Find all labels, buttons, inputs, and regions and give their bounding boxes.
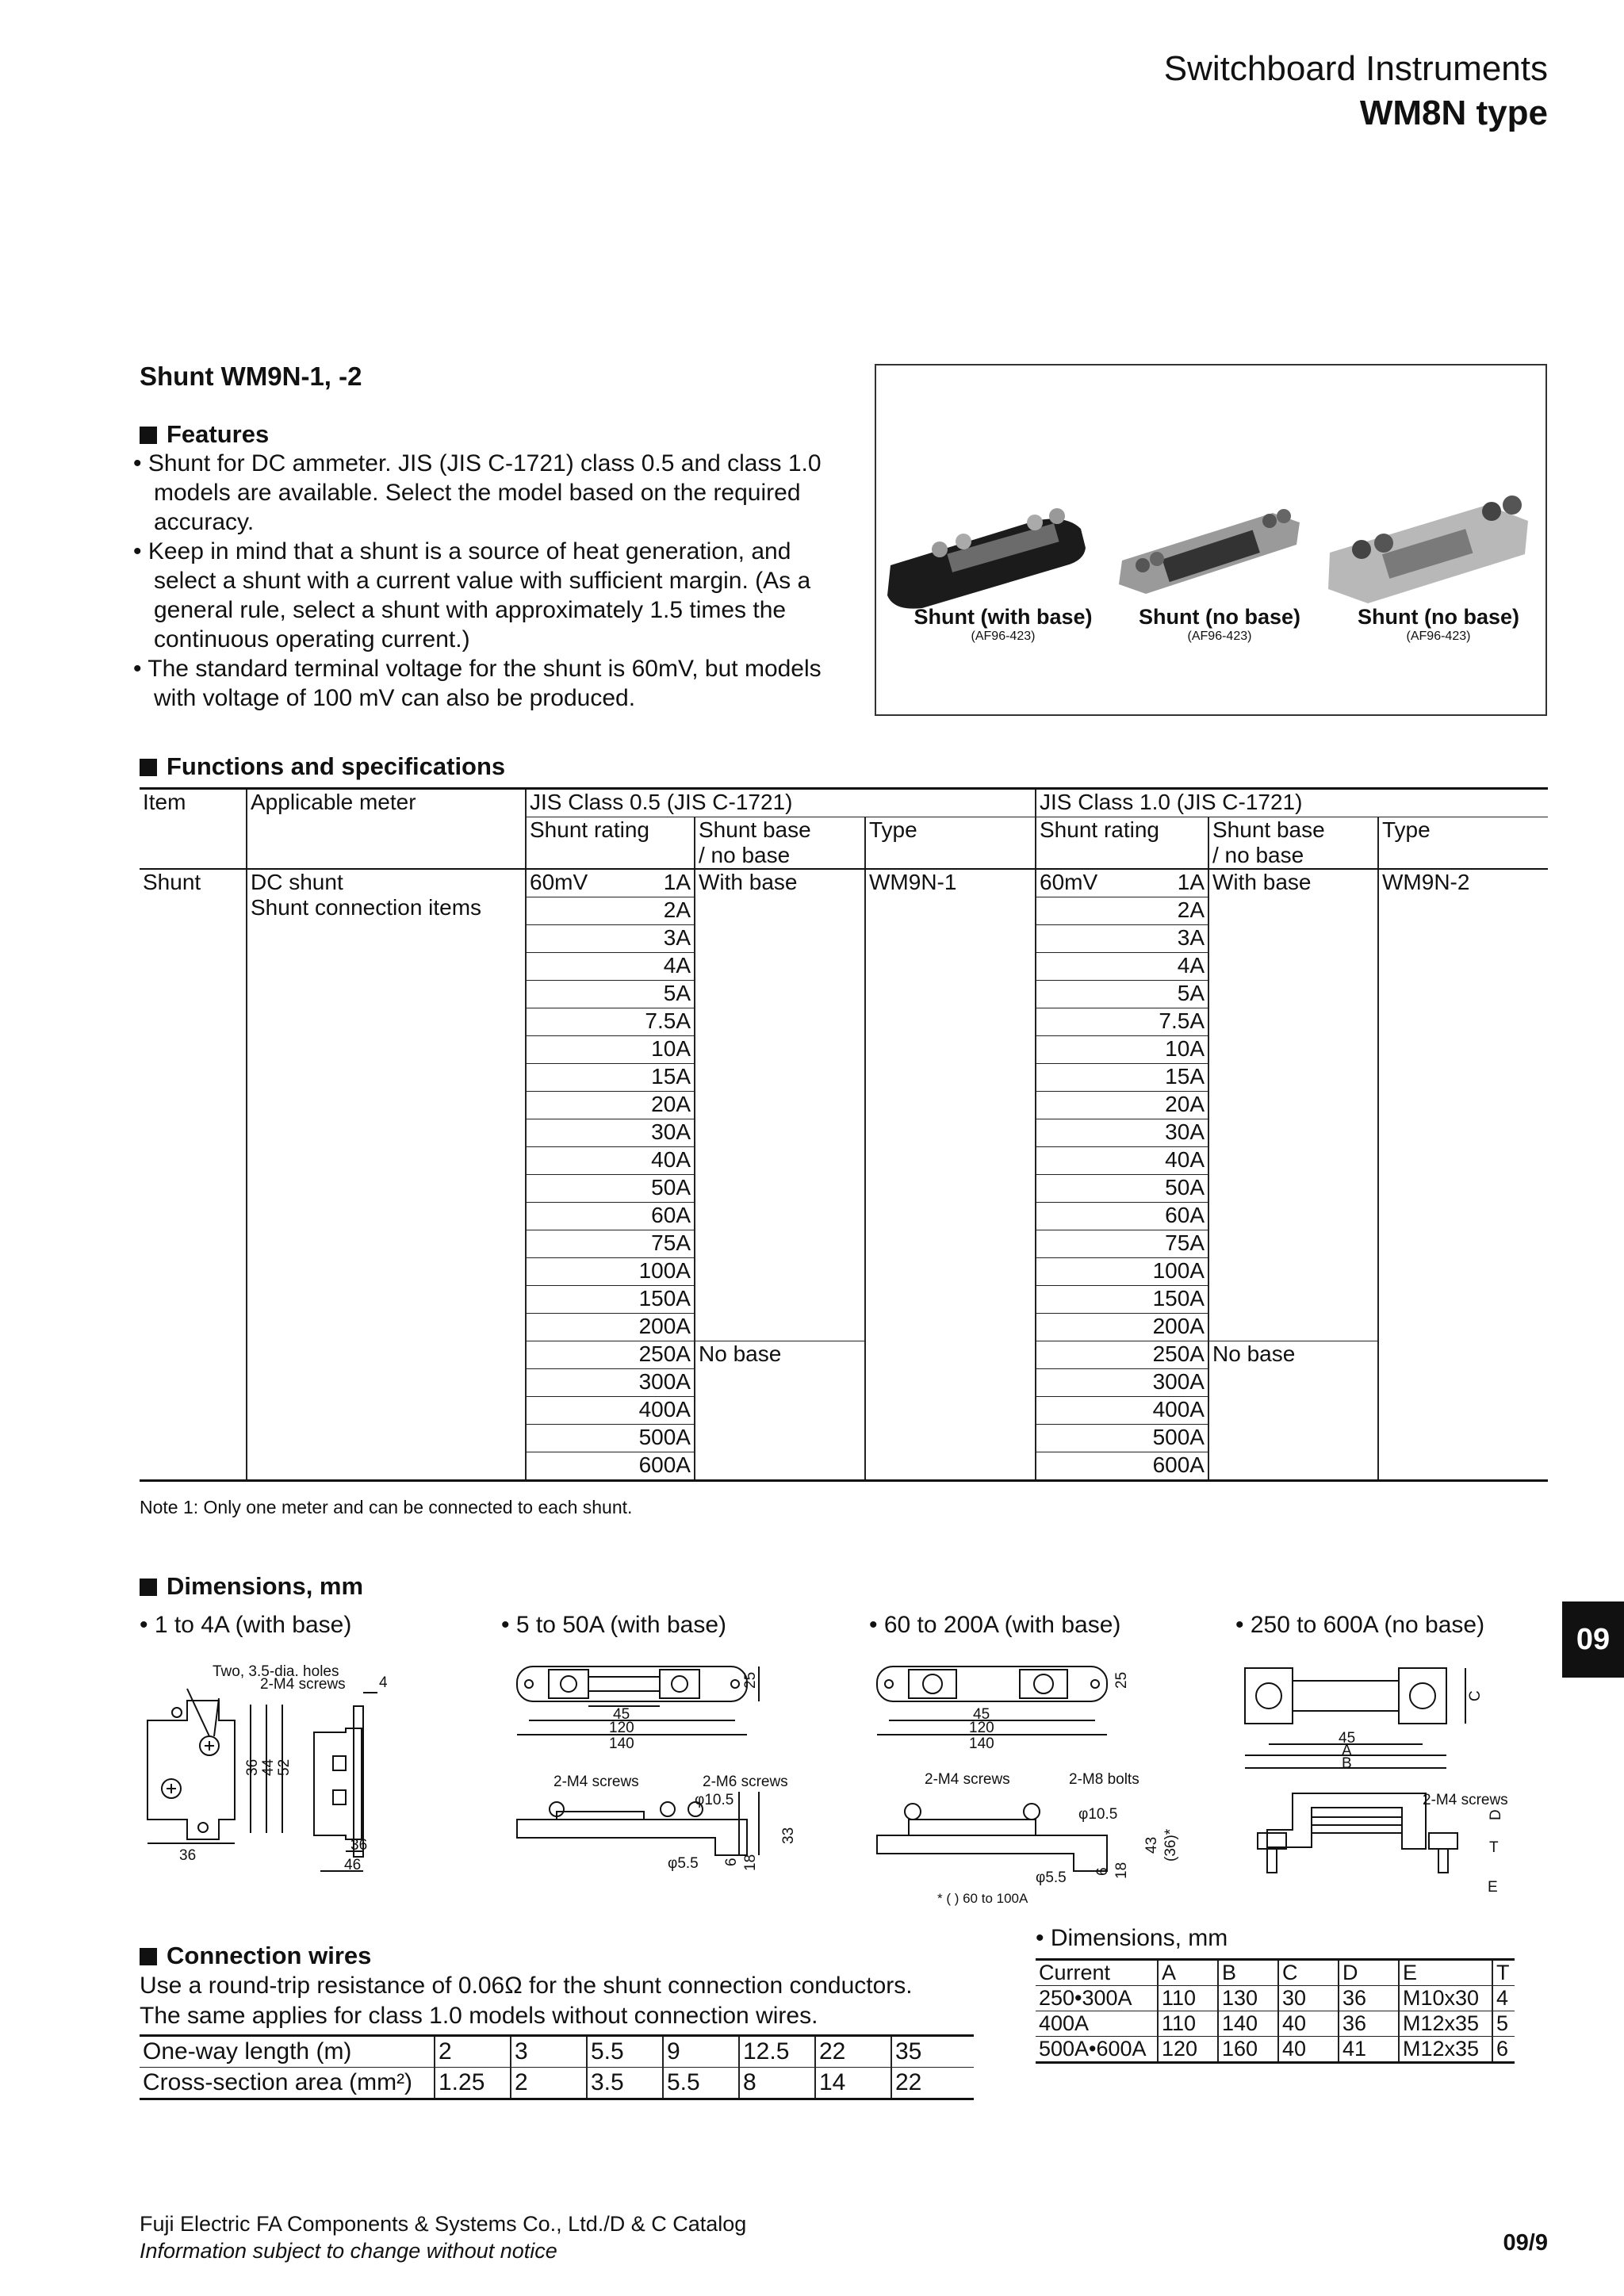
dim-label: 140 xyxy=(969,1735,994,1752)
rating-value: 1A xyxy=(1177,870,1205,894)
dim-label: 120 xyxy=(969,1720,994,1736)
feature-item: • Keep in mind that a shunt is a source of heat generation, and select a shunt with a current value with sufficient margin. (As a general rule, select a shunt with approximately 1.5 times the continuous operating current.) xyxy=(133,537,831,654)
dim-table-cell: C xyxy=(1278,1960,1339,1986)
dim-table-cell: 400A xyxy=(1036,2011,1158,2037)
dim-table-cell: 120 xyxy=(1158,2037,1218,2063)
photo-caption-3 xyxy=(1335,605,1542,644)
dim-label: 18 xyxy=(1113,1862,1130,1879)
shunt-no-base-photo-1 xyxy=(1119,509,1300,594)
spec-note: Note 1: Only one meter and can be connected to each shunt. xyxy=(140,1497,633,1517)
dim-label: T xyxy=(1489,1839,1499,1856)
rating-value: 400A xyxy=(638,1397,691,1422)
spec-table xyxy=(140,787,1548,1482)
rating-value: 15A xyxy=(1165,1064,1205,1089)
dimension-table xyxy=(1036,1958,1515,2064)
rating-cell xyxy=(1036,1203,1208,1230)
dim-label: 45 xyxy=(1339,1730,1356,1747)
dim-table-cell: Current xyxy=(1036,1960,1158,1986)
rating-cell xyxy=(1036,1092,1208,1119)
connection-line: Use a round-trip resistance of 0.06Ω for the shunt connection conductors. xyxy=(140,1973,913,1999)
shunt-with-base-photo xyxy=(887,508,1086,609)
dim-sub-3: • 60 to 200A (with base) xyxy=(869,1612,1121,1638)
connection-cell: 5.5 xyxy=(663,2068,739,2099)
dim-sub-4: • 250 to 600A (no base) xyxy=(1235,1612,1485,1638)
dimension-drawing-60to200a xyxy=(869,1657,1210,1911)
dim-label: 6 xyxy=(723,1858,740,1866)
dim-label: 36 xyxy=(350,1837,368,1854)
header-base xyxy=(695,817,865,870)
header-rating: Shunt rating xyxy=(526,817,695,870)
rating-value: 300A xyxy=(1152,1369,1205,1394)
photo-caption-1 xyxy=(900,605,1106,644)
dim-label: φ5.5 xyxy=(668,1855,699,1872)
rating-value: 30A xyxy=(651,1119,691,1144)
square-bullet-icon xyxy=(140,759,157,776)
dim-table-cell: 36 xyxy=(1339,1986,1399,2011)
header-series: Switchboard Instruments xyxy=(1163,49,1548,88)
rating-cell xyxy=(1036,1119,1208,1147)
base-with: With base xyxy=(1208,869,1378,1341)
dim-label: 2-M6 screws xyxy=(703,1774,788,1790)
dim-table-cell: 30 xyxy=(1278,1986,1339,2011)
dim-table-cell: D xyxy=(1339,1960,1399,1986)
dim-label: * ( ) 60 to 100A xyxy=(937,1891,1028,1906)
shunt-photos-image xyxy=(876,365,1545,714)
dim-label: 25 xyxy=(742,1671,759,1689)
header-type: Type xyxy=(1378,817,1548,870)
dim-label: 45 xyxy=(613,1706,630,1723)
rating-value: 200A xyxy=(638,1314,691,1338)
dim-table-row xyxy=(1036,2037,1515,2063)
voltage-label: 60mV xyxy=(530,870,588,894)
rating-cell xyxy=(526,1452,695,1481)
rating-value: 60A xyxy=(1165,1203,1205,1227)
header-item: Item xyxy=(140,789,247,870)
connection-row-label: Cross-section area (mm²) xyxy=(140,2068,435,2099)
connection-cell: 22 xyxy=(891,2068,974,2099)
header-rating: Shunt rating xyxy=(1036,817,1208,870)
rating-value: 100A xyxy=(1152,1258,1205,1283)
rating-cell xyxy=(526,1175,695,1203)
rating-value: 2A xyxy=(1177,897,1205,922)
dim-table-row xyxy=(1036,1986,1515,2011)
page-number: 09/9 xyxy=(1503,2230,1548,2256)
rating-value: 500A xyxy=(638,1425,691,1449)
dimension-drawing-5to50a xyxy=(501,1657,834,1887)
dim-table-cell: 500A•600A xyxy=(1036,2037,1158,2063)
feature-item: • Shunt for DC ammeter. JIS (JIS C-1721) class 0.5 and class 1.0 models are available. Select the model based on the required accuracy. xyxy=(133,449,831,537)
connection-text xyxy=(140,1971,913,2031)
dim-table-cell: 130 xyxy=(1218,1986,1278,2011)
dimensions-heading xyxy=(140,1572,363,1601)
connection-cell: 35 xyxy=(891,2036,974,2068)
product-photos xyxy=(875,364,1547,716)
dim-label: 44 xyxy=(260,1758,277,1776)
dim-table-cell: 250•300A xyxy=(1036,1986,1158,2011)
dim-label: C xyxy=(1467,1690,1484,1701)
rating-cell xyxy=(1036,869,1208,897)
connection-cell: 14 xyxy=(815,2068,891,2099)
meter-cell xyxy=(247,869,526,1481)
dim-label: 18 xyxy=(742,1854,759,1871)
connection-heading xyxy=(140,1942,371,1970)
dim-label: 2-M4 screws xyxy=(925,1771,1010,1788)
dim-label: 6 xyxy=(1094,1867,1111,1876)
rating-cell xyxy=(526,953,695,981)
rating-value: 7.5A xyxy=(645,1008,691,1033)
photo-code: (AF96-423) xyxy=(1187,629,1252,643)
rating-cell xyxy=(1036,1258,1208,1286)
dim-table-row xyxy=(1036,2011,1515,2037)
rating-value: 200A xyxy=(1152,1314,1205,1338)
type-cell: WM9N-1 xyxy=(865,869,1036,1481)
dim-label: φ10.5 xyxy=(1078,1806,1118,1823)
rating-cell xyxy=(526,1258,695,1286)
voltage-label: 60mV xyxy=(1040,870,1098,894)
rating-cell xyxy=(526,1286,695,1314)
rating-value: 15A xyxy=(651,1064,691,1089)
rating-cell xyxy=(526,897,695,925)
dim-label: 36 xyxy=(179,1847,197,1864)
rating-cell xyxy=(1036,1369,1208,1397)
rating-cell xyxy=(1036,1314,1208,1341)
dim-label: 52 xyxy=(276,1758,293,1776)
rating-value: 5A xyxy=(663,981,691,1005)
rating-cell xyxy=(1036,1452,1208,1481)
rating-cell xyxy=(1036,1064,1208,1092)
spec-row xyxy=(140,869,1548,897)
rating-cell xyxy=(1036,1175,1208,1203)
connection-row xyxy=(140,2036,974,2068)
rating-cell xyxy=(526,1147,695,1175)
dim-label: 2-M4 screws xyxy=(260,1676,346,1693)
rating-cell xyxy=(1036,981,1208,1008)
rating-cell xyxy=(526,1425,695,1452)
header-base xyxy=(1208,817,1378,870)
rating-value: 60A xyxy=(651,1203,691,1227)
dim-sub-1: • 1 to 4A (with base) xyxy=(140,1612,352,1638)
rating-cell xyxy=(1036,1425,1208,1452)
dim-table-cell: 6 xyxy=(1492,2037,1515,2063)
dim-table-cell: 40 xyxy=(1278,2037,1339,2063)
footer-notice: Information subject to change without notice xyxy=(140,2239,557,2263)
dim-label: 2-M4 screws xyxy=(553,1774,639,1790)
dim-sub-2: • 5 to 50A (with base) xyxy=(501,1612,726,1638)
photo-title: Shunt (no base) xyxy=(1358,605,1519,629)
rating-cell xyxy=(1036,1036,1208,1064)
meter-line: Shunt connection items xyxy=(251,895,482,920)
features-title: Features xyxy=(167,420,270,448)
rating-value: 2A xyxy=(663,897,691,922)
spec-heading xyxy=(140,752,505,781)
dim-table-cell: B xyxy=(1218,1960,1278,1986)
rating-cell xyxy=(526,869,695,897)
connection-cell: 22 xyxy=(815,2036,891,2068)
square-bullet-icon xyxy=(140,1948,157,1965)
dimension-drawing-250to600a xyxy=(1235,1657,1553,1911)
connection-cell: 8 xyxy=(739,2068,815,2099)
dim-table-cell: M12x35 xyxy=(1399,2037,1492,2063)
dimension-drawing-1to4a xyxy=(140,1657,488,1879)
rating-cell xyxy=(526,981,695,1008)
rating-value: 600A xyxy=(638,1452,691,1477)
dim-table-cell: T xyxy=(1492,1960,1515,1986)
rating-cell xyxy=(526,1036,695,1064)
dim-label: B xyxy=(1342,1755,1352,1772)
dim-label: 2-M8 bolts xyxy=(1069,1771,1139,1788)
dim-label: 4 xyxy=(379,1674,388,1691)
rating-value: 5A xyxy=(1177,981,1205,1005)
dim-table-cell: M12x35 xyxy=(1399,2011,1492,2037)
base-none: No base xyxy=(695,1341,865,1481)
shunt-title: Shunt WM9N-1, -2 xyxy=(140,362,362,391)
rating-cell xyxy=(526,1092,695,1119)
connection-cell: 2 xyxy=(435,2036,511,2068)
dim-table-cell: 110 xyxy=(1158,1986,1218,2011)
shunt-no-base-photo-2 xyxy=(1328,496,1528,603)
header-meter: Applicable meter xyxy=(247,789,526,870)
connection-cell: 2 xyxy=(511,2068,587,2099)
rating-cell xyxy=(1036,1397,1208,1425)
rating-cell xyxy=(1036,1286,1208,1314)
rating-cell xyxy=(526,1230,695,1258)
dim-label: 120 xyxy=(609,1720,634,1736)
base-with: With base xyxy=(695,869,865,1341)
meter-line: DC shunt xyxy=(251,870,343,894)
rating-cell xyxy=(526,1341,695,1369)
features-list xyxy=(133,449,831,713)
connection-table xyxy=(140,2034,974,2100)
dim-label: 45 xyxy=(973,1706,990,1723)
rating-value: 3A xyxy=(663,925,691,950)
rating-cell xyxy=(1036,1230,1208,1258)
dim-table-cell: 40 xyxy=(1278,2011,1339,2037)
connection-row-label: One-way length (m) xyxy=(140,2036,435,2068)
rating-cell xyxy=(1036,925,1208,953)
rating-value: 4A xyxy=(1177,953,1205,978)
rating-value: 40A xyxy=(651,1147,691,1172)
connection-cell: 9 xyxy=(663,2036,739,2068)
spec-header-row xyxy=(140,789,1548,817)
dim-label: (36)* xyxy=(1162,1828,1179,1862)
dim-label: 36 xyxy=(244,1758,261,1776)
rating-cell xyxy=(526,925,695,953)
photo-title: Shunt (with base) xyxy=(914,605,1093,629)
section-tab: 09 xyxy=(1562,1601,1624,1678)
square-bullet-icon xyxy=(140,427,157,444)
rating-cell xyxy=(526,1008,695,1036)
dim-table-header xyxy=(1036,1960,1515,1986)
dim-sub-label: 250 to 600A (no base) xyxy=(1250,1612,1485,1638)
base-none: No base xyxy=(1208,1341,1378,1481)
rating-value: 150A xyxy=(1152,1286,1205,1311)
connection-cell: 3 xyxy=(511,2036,587,2068)
header-base-line: Shunt base xyxy=(1212,817,1325,842)
header-base-line: Shunt base xyxy=(699,817,811,842)
header-base-line: / no base xyxy=(1212,843,1304,867)
dim-label: 140 xyxy=(609,1735,634,1752)
rating-value: 100A xyxy=(638,1258,691,1283)
dim-label: A xyxy=(1342,1743,1352,1759)
dim-table-cell: 41 xyxy=(1339,2037,1399,2063)
rating-value: 7.5A xyxy=(1159,1008,1205,1033)
rating-value: 75A xyxy=(1165,1230,1205,1255)
rating-value: 10A xyxy=(1165,1036,1205,1061)
connection-row xyxy=(140,2068,974,2099)
rating-cell xyxy=(526,1064,695,1092)
rating-value: 150A xyxy=(638,1286,691,1311)
dim-table-cell: 36 xyxy=(1339,2011,1399,2037)
rating-cell xyxy=(1036,1008,1208,1036)
header-type: Type xyxy=(865,817,1036,870)
rating-cell xyxy=(1036,897,1208,925)
rating-cell xyxy=(1036,1341,1208,1369)
dim-label: φ5.5 xyxy=(1036,1869,1067,1886)
footer-company: Fuji Electric FA Components & Systems Co., Ltd./D & C Catalog xyxy=(140,2212,747,2236)
dim-label: D xyxy=(1488,1809,1504,1820)
header-type: WM8N type xyxy=(1359,94,1548,132)
photo-code: (AF96-423) xyxy=(971,629,1036,643)
rating-cell xyxy=(526,1203,695,1230)
dim-table-cell: M10x30 xyxy=(1399,1986,1492,2011)
dim-label: 33 xyxy=(780,1827,797,1844)
dim-label: 2-M4 screws xyxy=(1423,1792,1508,1808)
type-cell: WM9N-2 xyxy=(1378,869,1548,1481)
dim-table-cell: A xyxy=(1158,1960,1218,1986)
rating-value: 20A xyxy=(651,1092,691,1116)
dim-table-title: Dimensions, mm xyxy=(1050,1925,1228,1951)
dim-table-heading: • Dimensions, mm xyxy=(1036,1925,1228,1951)
rating-value: 600A xyxy=(1152,1452,1205,1477)
dim-label: φ10.5 xyxy=(695,1792,734,1808)
dim-table-cell: 4 xyxy=(1492,1986,1515,2011)
header-class05: JIS Class 0.5 (JIS C-1721) xyxy=(526,789,1036,817)
rating-cell xyxy=(526,1119,695,1147)
dim-table-cell: E xyxy=(1399,1960,1492,1986)
feature-item: • The standard terminal voltage for the shunt is 60mV, but models with voltage of 100 mV can also be produced. xyxy=(133,654,831,713)
rating-value: 1A xyxy=(663,870,691,894)
square-bullet-icon xyxy=(140,1578,157,1596)
dimensions-title: Dimensions, mm xyxy=(167,1572,364,1600)
dim-label: E xyxy=(1488,1879,1498,1896)
spec-title: Functions and specifications xyxy=(167,752,506,780)
rating-value: 250A xyxy=(638,1341,691,1366)
connection-cell: 3.5 xyxy=(587,2068,663,2099)
dim-sub-label: 1 to 4A (with base) xyxy=(154,1612,352,1638)
rating-value: 10A xyxy=(651,1036,691,1061)
connection-cell: 5.5 xyxy=(587,2036,663,2068)
rating-value: 400A xyxy=(1152,1397,1205,1422)
connection-cell: 12.5 xyxy=(739,2036,815,2068)
rating-cell xyxy=(1036,1147,1208,1175)
connection-cell: 1.25 xyxy=(435,2068,511,2099)
rating-value: 250A xyxy=(1152,1341,1205,1366)
features-heading xyxy=(140,420,269,449)
rating-value: 75A xyxy=(651,1230,691,1255)
rating-value: 40A xyxy=(1165,1147,1205,1172)
photo-title: Shunt (no base) xyxy=(1139,605,1300,629)
dim-sub-label: 60 to 200A (with base) xyxy=(883,1612,1121,1638)
rating-cell xyxy=(1036,953,1208,981)
rating-value: 300A xyxy=(638,1369,691,1394)
connection-line: The same applies for class 1.0 models without connection wires. xyxy=(140,2003,818,2029)
rating-value: 50A xyxy=(651,1175,691,1200)
rating-value: 20A xyxy=(1165,1092,1205,1116)
dim-table-cell: 110 xyxy=(1158,2011,1218,2037)
header-class10: JIS Class 1.0 (JIS C-1721) xyxy=(1036,789,1548,817)
header-base-line: / no base xyxy=(699,843,791,867)
dim-label: Two, 3.5-dia. holes xyxy=(213,1663,339,1680)
rating-value: 3A xyxy=(1177,925,1205,950)
rating-value: 500A xyxy=(1152,1425,1205,1449)
dim-table-cell: 5 xyxy=(1492,2011,1515,2037)
photo-code: (AF96-423) xyxy=(1406,629,1471,643)
dim-label: 25 xyxy=(1113,1671,1130,1689)
rating-cell xyxy=(526,1397,695,1425)
photo-caption-2 xyxy=(1116,605,1323,644)
dim-table-cell: 160 xyxy=(1218,2037,1278,2063)
item-shunt: Shunt xyxy=(140,869,247,1481)
rating-value: 50A xyxy=(1165,1175,1205,1200)
dim-sub-label: 5 to 50A (with base) xyxy=(515,1612,726,1638)
dim-table-cell: 140 xyxy=(1218,2011,1278,2037)
rating-value: 30A xyxy=(1165,1119,1205,1144)
dim-label: 43 xyxy=(1143,1836,1160,1854)
rating-value: 4A xyxy=(663,953,691,978)
rating-cell xyxy=(526,1369,695,1397)
rating-cell xyxy=(526,1314,695,1341)
dim-label: 46 xyxy=(344,1857,362,1873)
connection-title: Connection wires xyxy=(167,1942,372,1969)
